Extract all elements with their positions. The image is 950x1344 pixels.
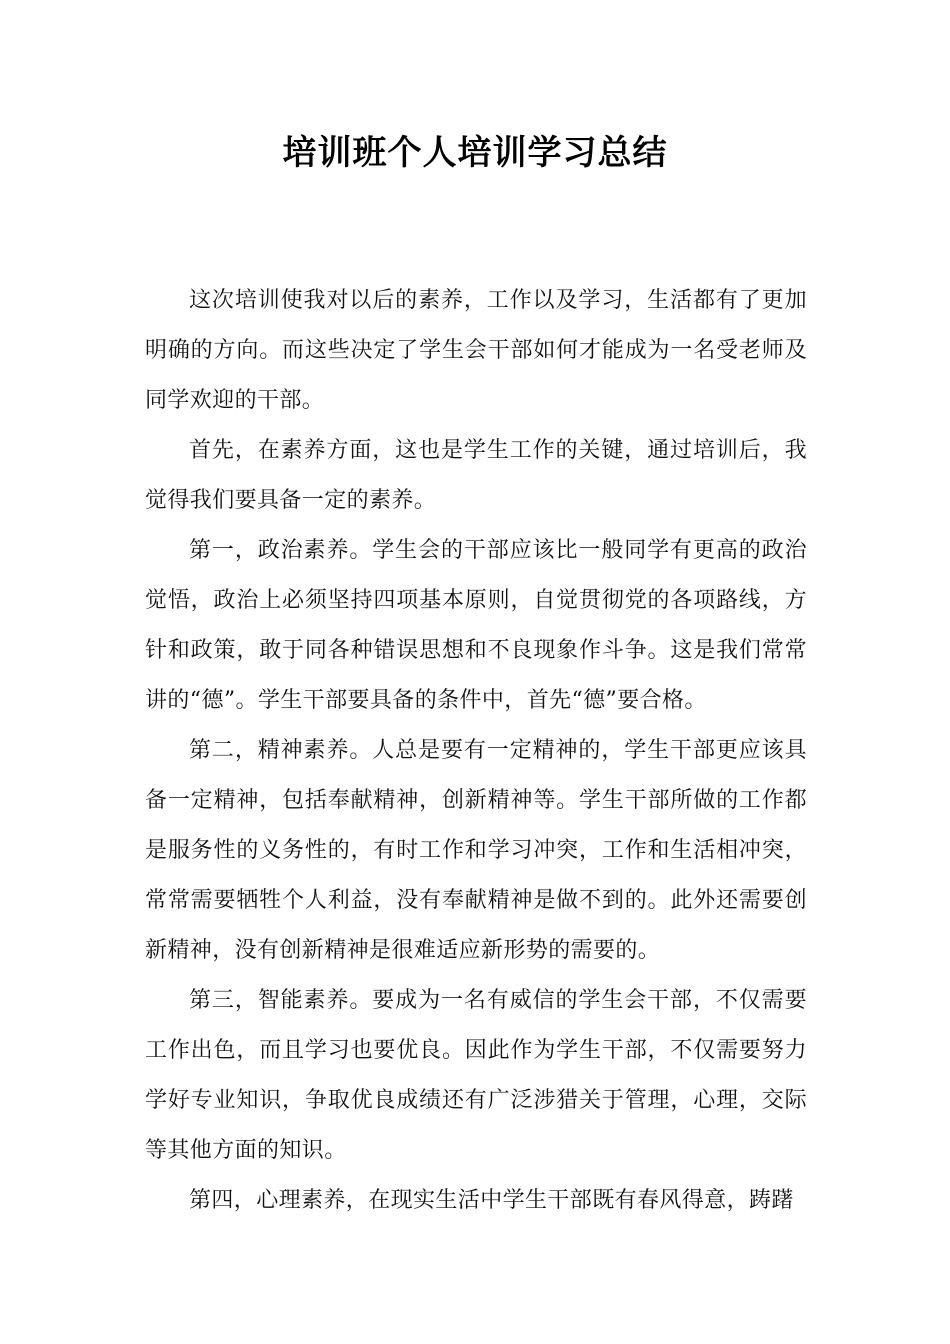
paragraph-first-point: 首先，在素养方面，这也是学生工作的关键，通过培训后，我觉得我们要具备一定的素养。 <box>145 438 807 513</box>
paragraph-political-literacy: 第一，政治素养。学生会的干部应该比一般同学有更高的政治觉悟，政治上必须坚持四项基本原则，自觉贯彻党的各项路线，方针和政策，敢于同各种错误思想和不良现象作斗争。这是我们常常讲的“德”。学生干部要具备的条件中，首先“德”要合格。 <box>145 538 807 713</box>
paragraph-spiritual-literacy: 第二，精神素养。人总是要有一定精神的，学生干部更应该具备一定精神，包括奉献精神，创新精神等。学生干部所做的工作都是服务性的义务性的，有时工作和学习冲突，工作和生活相冲突，常常需要牺牲个人利益，没有奉献精神是做不到的。此外还需要创新精神，没有创新精神是很难适应新形势的需要的。 <box>145 738 807 963</box>
paragraph-psychological-literacy: 第四，心理素养，在现实生活中学生干部既有春风得意，踌躇 <box>189 1188 794 1213</box>
paragraph-intellectual-literacy: 第三，智能素养。要成为一名有威信的学生会干部，不仅需要工作出色，而且学习也要优良。因此作为学生干部，不仅需要努力学好专业知识，争取优良成绩还有广泛涉猎关于管理，心理，交际等其他方面的知识。 <box>145 988 807 1163</box>
document-body <box>145 276 807 1226</box>
paragraph-intro: 这次培训使我对以后的素养，工作以及学习，生活都有了更加明确的方向。而这些决定了学生会干部如何才能成为一名受老师及同学欢迎的干部。 <box>145 288 807 413</box>
document-title: 培训班个人培训学习总结 <box>282 133 668 173</box>
